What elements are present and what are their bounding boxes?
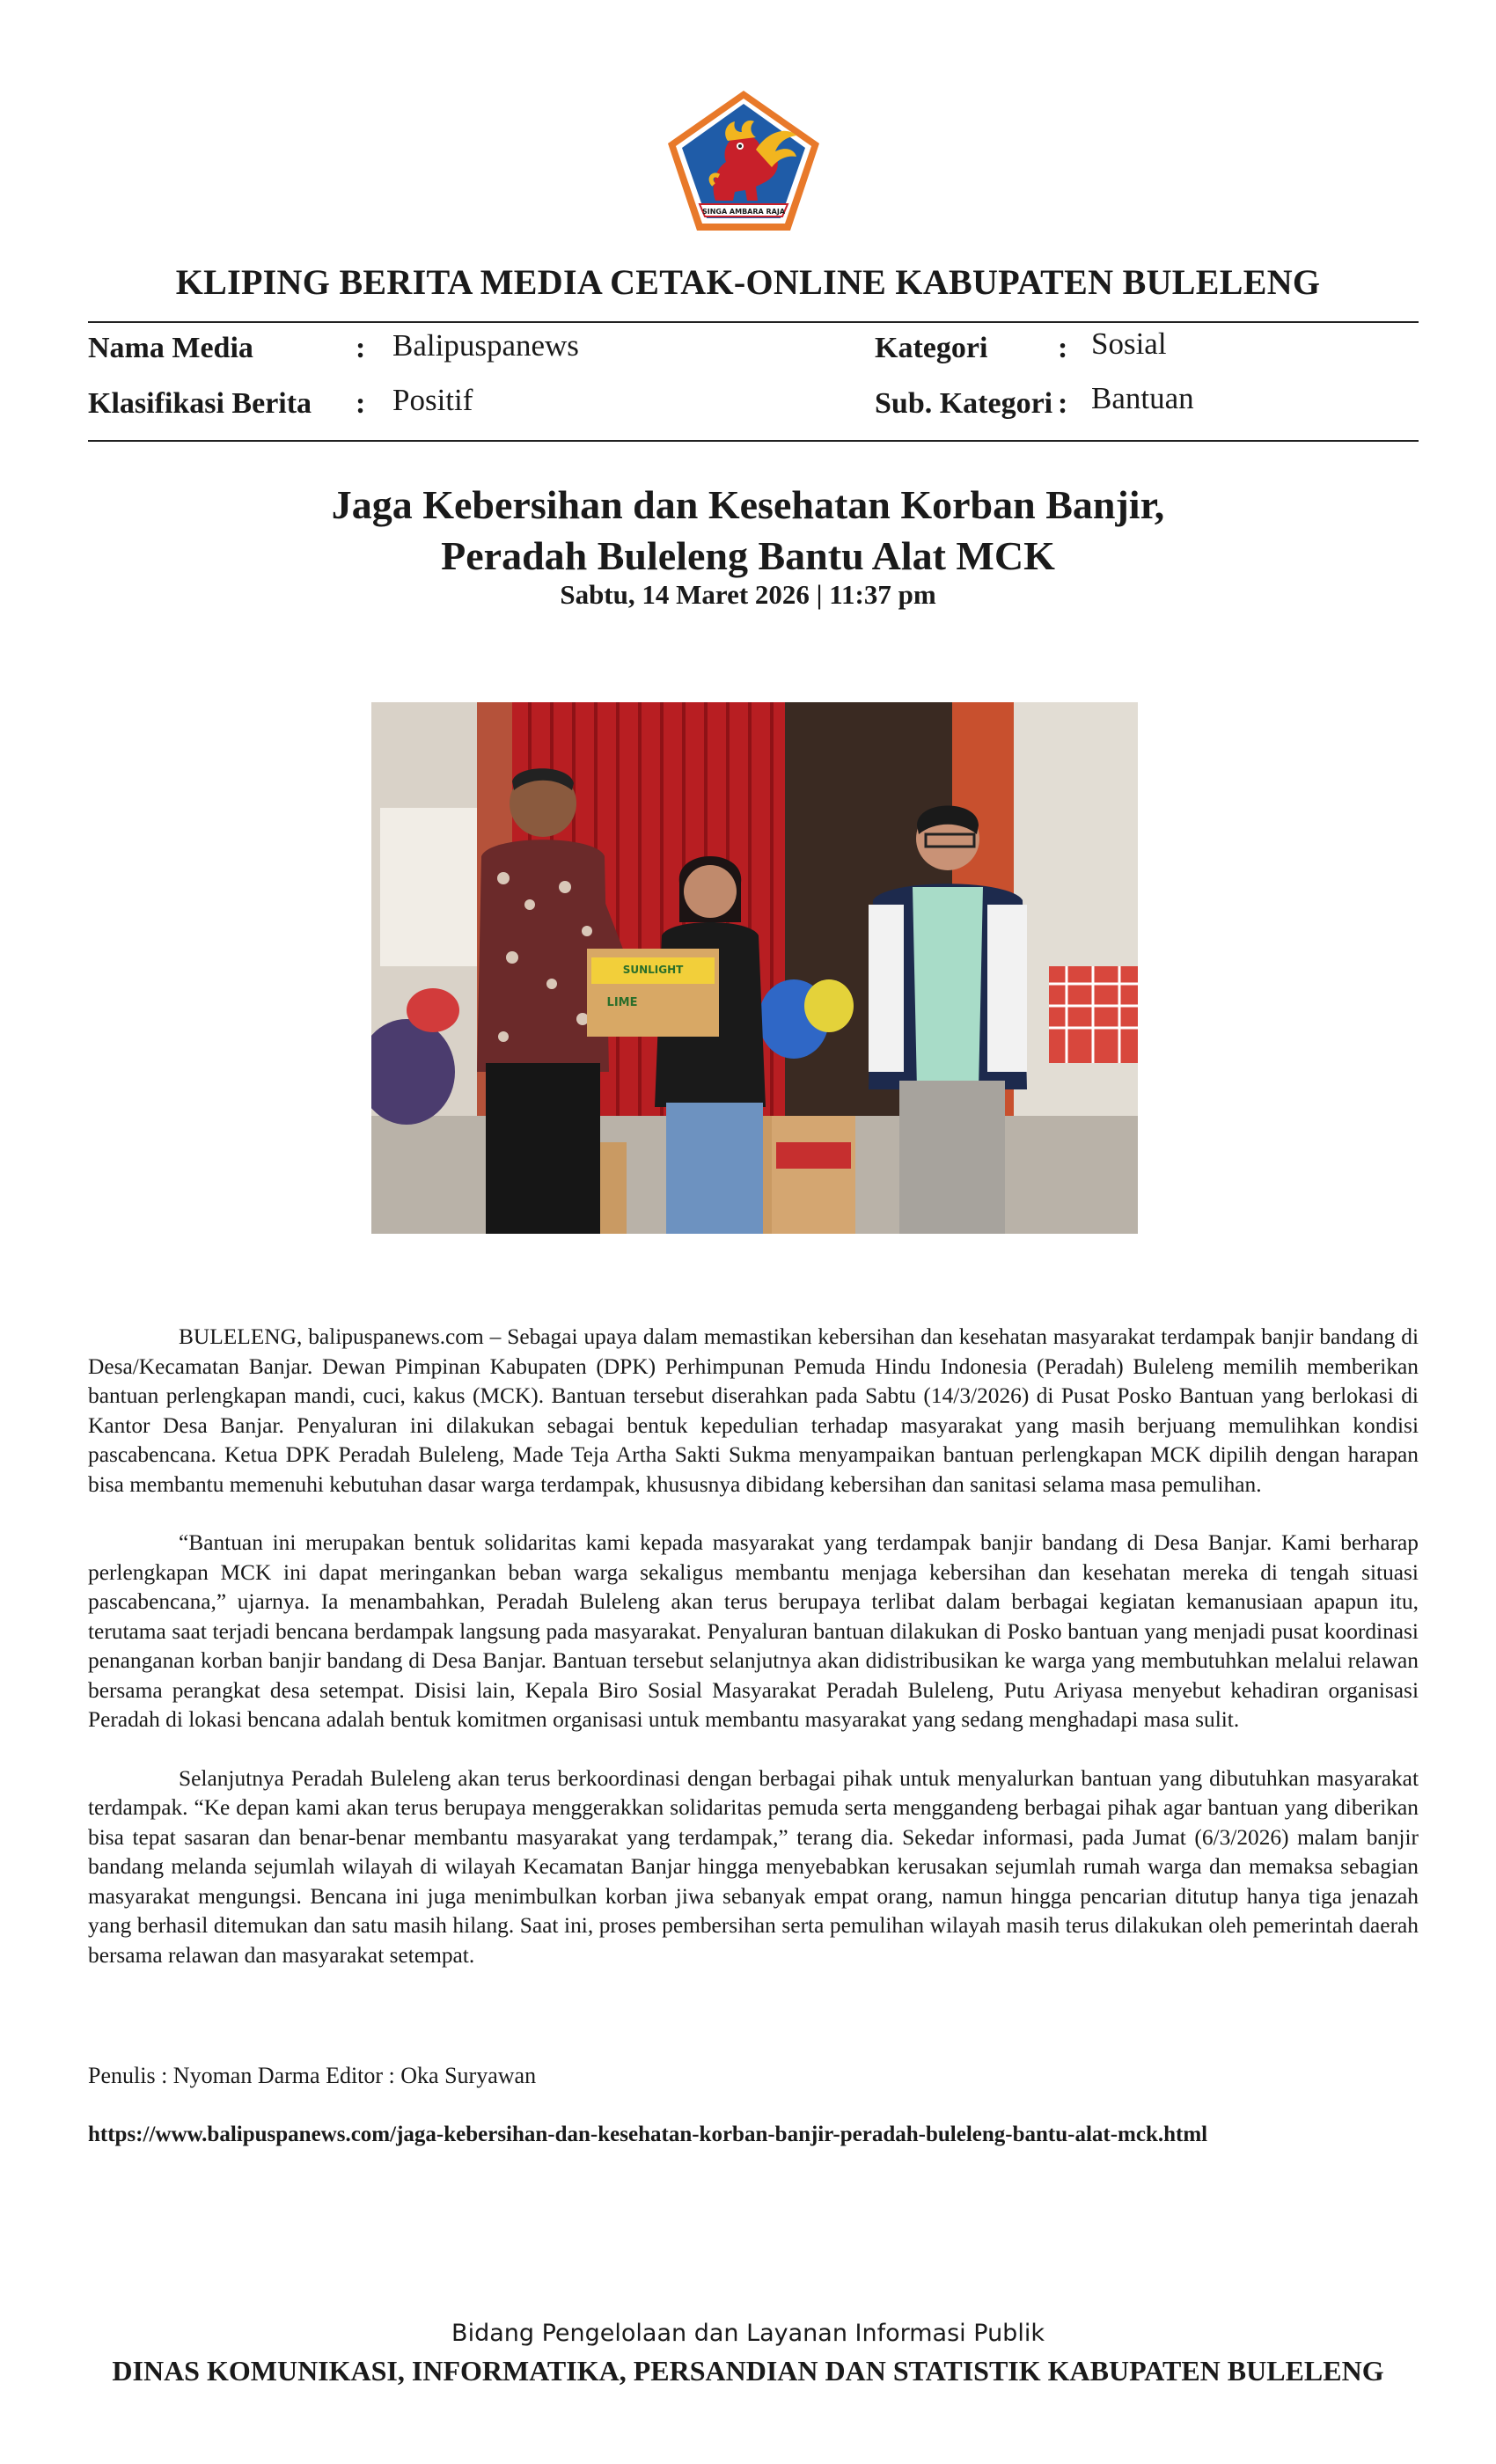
classification-colon: : <box>356 387 366 420</box>
sub-category-label: Sub. Kategori <box>875 387 1053 420</box>
emblem-graphic <box>664 88 823 233</box>
category-value: Sosial <box>1091 326 1167 361</box>
classification-label: Klasifikasi Berita <box>88 387 312 420</box>
article-body <box>88 1323 1419 1999</box>
footer-agency: DINAS KOMUNIKASI, INFORMATIKA, PERSANDIAN DAN STATISTIK KABUPATEN BULELENG <box>112 2355 1384 2387</box>
photo-illustration <box>371 702 1138 1234</box>
media-name-value: Balipuspanews <box>392 328 579 363</box>
article-source-url: https://www.balipuspanews.com/jaga-kebersihan-dan-kesehatan-korban-banjir-peradah-buleleng-bantu-alat-mck.html <box>88 2123 1208 2146</box>
article-paragraph-1: BULELENG, balipuspanews.com – Sebagai upaya dalam memastikan kebersihan dan kesehatan masyarakat terdampak banjir bandang di Desa/Kecamatan Banjar. Dewan Pimpinan Kabupaten (DPK) Perhimpunan Pemuda Hindu Indonesia (Peradah) Buleleng memilih memberikan bantuan perlengkapan mandi, cuci, kakus (MCK). Bantuan tersebut diserahkan pada Sabtu (14/3/2026) di Pusat Posko Bantuan yang berlokasi di Kantor Desa Banjar. Penyaluran ini dilakukan sebagai bentuk kepedulian terhadap masyarakat yang masih berjuang memulihkan kondisi pascabencana. Ketua DPK Peradah Buleleng, Made Teja Artha Sakti Sukma menyampaikan bantuan perlengkapan MCK dipilih dengan harapan bisa membantu memenuhi kebutuhan dasar warga terdampak, khususnya dibidang kebersihan dan sanitasi selama masa pemulihan. <box>88 1324 1419 1497</box>
media-name-colon: : <box>356 332 366 364</box>
article-title-line-2: Peradah Buleleng Bantu Alat MCK <box>441 533 1055 578</box>
sub-category-value: Bantuan <box>1091 381 1194 415</box>
header-bottom-rule <box>88 440 1419 442</box>
box-brand: SUNLIGHT <box>622 964 684 976</box>
category-colon: : <box>1058 332 1068 364</box>
article-date: Sabtu, 14 Maret 2026 | 11:37 pm <box>560 579 936 610</box>
article-credits: Penulis : Nyoman Darma Editor : Oka Suryawan <box>88 2063 537 2088</box>
classification-value: Positif <box>392 383 473 417</box>
article-paragraph-3: Selanjutnya Peradah Buleleng akan terus berkoordinasi dengan berbagai pihak untuk menyalurkan bantuan yang dibutuhkan masyarakat terdampak. “Ke depan kami akan terus berupaya menggerakkan solidaritas pemuda serta menggandeng berbagai pihak agar bantuan yang diberikan bisa tepat sasaran dan benar-benar membantu masyarakat yang terdampak,” terang dia. Sekedar informasi, pada Jumat (6/3/2026) malam banjir bandang melanda sejumlah wilayah di wilayah Kecamatan Banjar hingga menyebabkan kerusakan sejumlah rumah warga dan memaksa sebagian masyarakat mengungsi. Bencana ini juga menimbulkan korban jiwa sebanyak empat orang, namun hingga pencarian ditutup hanya tiga jenazah yang berhasil ditemukan dan satu masih hilang. Saat ini, proses pembersihan serta pemulihan wilayah masih terus dilakukan oleh pemerintah daerah bersama relawan dan masyarakat setempat. <box>88 1765 1419 1968</box>
media-name-label: Nama Media <box>88 332 253 364</box>
box-variant: LIME <box>606 996 638 1009</box>
article-title-line-1: Jaga Kebersihan dan Kesehatan Korban Banjir, <box>331 482 1165 527</box>
footer-division: Bidang Pengelolaan dan Layanan Informasi Publik <box>451 2320 1045 2347</box>
header-top-rule <box>88 321 1419 323</box>
article-photo <box>371 702 1138 1234</box>
regency-emblem <box>664 88 823 233</box>
clipping-header-title: KLIPING BERITA MEDIA CETAK-ONLINE KABUPATEN BULELENG <box>175 262 1321 302</box>
emblem-motto: SINGA AMBARA RAJA <box>701 208 786 216</box>
category-label: Kategori <box>875 332 988 364</box>
sub-category-colon: : <box>1058 387 1068 420</box>
article-paragraph-2: “Bantuan ini merupakan bentuk solidaritas kami kepada masyarakat yang terdampak banjir bandang di Desa Banjar. Kami berharap perlengkapan MCK ini dapat meringankan beban warga sekaligus membantu menjaga kebersihan dan kesehatan mereka di tengah situasi pascabencana,” ujarnya. Ia menambahkan, Peradah Buleleng akan terus berupaya terlibat dalam berbagai kegiatan kemanusiaan apapun itu, terutama saat terjadi bencana berdampak langsung pada masyarakat. Penyaluran bantuan dilakukan di Posko bantuan yang menjadi pusat koordinasi penanganan korban banjir bandang di Desa Banjar. Bantuan tersebut selanjutnya akan didistribusikan ke warga yang membutuhkan melalui relawan bersama perangkat desa setempat. Disisi lain, Kepala Biro Sosial Masyarakat Peradah Buleleng, Putu Ariyasa menyebut kehadiran organisasi Peradah di lokasi bencana adalah bentuk komitmen organisasi untuk membantu masyarakat yang sedang menghadapi masa sulit. <box>88 1530 1419 1732</box>
